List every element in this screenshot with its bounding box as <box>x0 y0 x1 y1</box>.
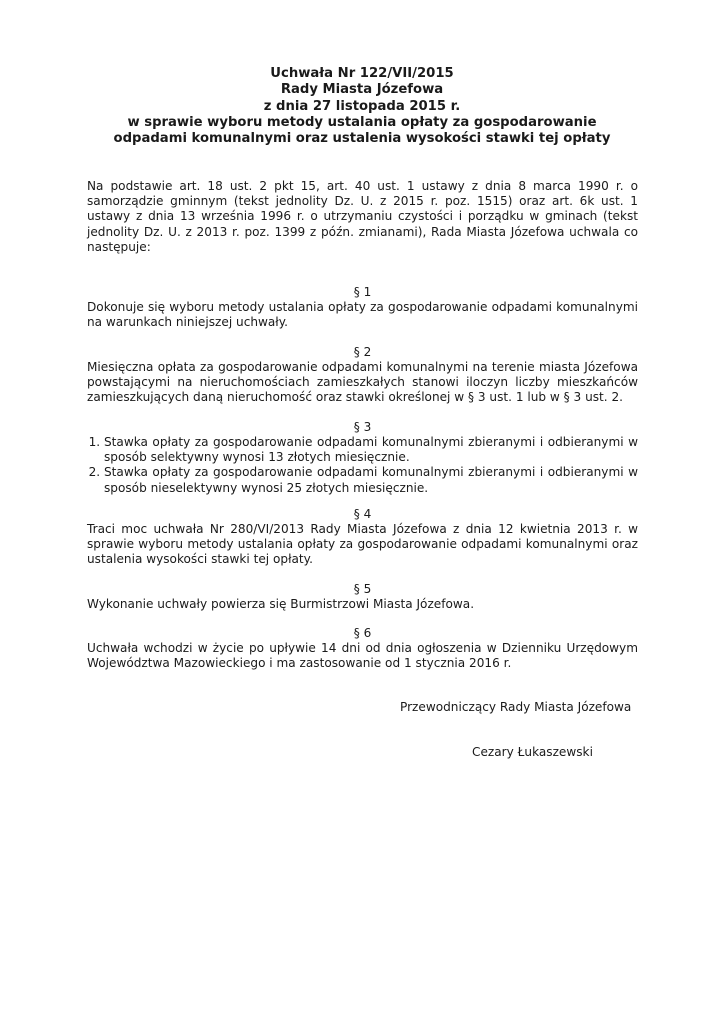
signatory-name: Cezary Łukaszewski <box>472 745 593 759</box>
signatory-role: Przewodniczący Rady Miasta Józefowa <box>400 700 632 714</box>
section-2-text: Miesięczna opłata za gospodarowanie odpadami komunalnymi na terenie miasta Józefowa powstającymi na nieruchomościach zamieszkałych stanowi iloczyn liczby mieszkańców zamieszkujących daną nieruchomość oraz stawki określonej w § 3 ust. 1 lub w § 3 ust. 2. <box>87 360 638 405</box>
section-4-text: Traci moc uchwała Nr 280/VI/2013 Rady Miasta Józefowa z dnia 12 kwietnia 2013 r. w sprawie wyboru metody ustalania opłaty za gospodarowanie odpadami komunalnymi oraz ustalenia wysokości stawki tej opłaty. <box>87 522 638 567</box>
title-line-5: odpadami komunalnymi oraz ustalenia wysokości stawki tej opłaty <box>113 131 611 147</box>
title-line-1: Uchwała Nr 122/VII/2015 <box>270 66 454 81</box>
title-line-4: w sprawie wyboru metody ustalania opłaty za gospodarowanie <box>127 114 597 130</box>
section-3-list-wrap <box>87 435 638 496</box>
section-3-item-2: 2. Stawka opłaty za gospodarowanie odpadami komunalnymi zbieranymi i odbieranymi w sposób nieselektywny wynosi 25 złotych miesięcznie. <box>104 465 638 495</box>
section-5-mark: § 5 <box>353 582 372 596</box>
section-1-mark: § 1 <box>353 285 372 299</box>
section-3-item-1: 1. Stawka opłaty za gospodarowanie odpadami komunalnymi zbieranymi i odbieranymi w sposób selektywny wynosi 13 złotych miesięcznie. <box>104 435 638 465</box>
document-title <box>60 66 664 147</box>
section-4-mark: § 4 <box>353 507 372 521</box>
section-6-mark: § 6 <box>353 626 372 640</box>
section-2-mark: § 2 <box>353 345 372 359</box>
section-6-text: Uchwała wchodzi w życie po upływie 14 dni od dnia ogłoszenia w Dzienniku Urzędowym Województwa Mazowieckiego i ma zastosowanie od 1 stycznia 2016 r. <box>87 641 638 671</box>
title-line-2: Rady Miasta Józefowa <box>280 82 444 98</box>
section-5-text: Wykonanie uchwały powierza się Burmistrzowi Miasta Józefowa. <box>87 597 475 611</box>
section-3-list <box>87 435 638 496</box>
preamble: Na podstawie art. 18 ust. 2 pkt 15, art. 40 ust. 1 ustawy z dnia 8 marca 1990 r. o samorządzie gminnym (tekst jednolity Dz. U. z 2015 r. poz. 1515) oraz art. 6k ust. 1 ustawy z dnia 13 września 1996 r. o utrzymaniu czystości i porządku w gminach (tekst jednolity Dz. U. z 2013 r. poz. 1399 z późn. zmianami), Rada Miasta Józefowa uchwala co następuje: <box>87 179 638 254</box>
section-3-mark: § 3 <box>353 420 372 434</box>
section-1-text: Dokonuje się wyboru metody ustalania opłaty za gospodarowanie odpadami komunalnymi na warunkach niniejszej uchwały. <box>87 300 638 330</box>
title-line-3: z dnia 27 listopada 2015 r. <box>263 98 461 114</box>
